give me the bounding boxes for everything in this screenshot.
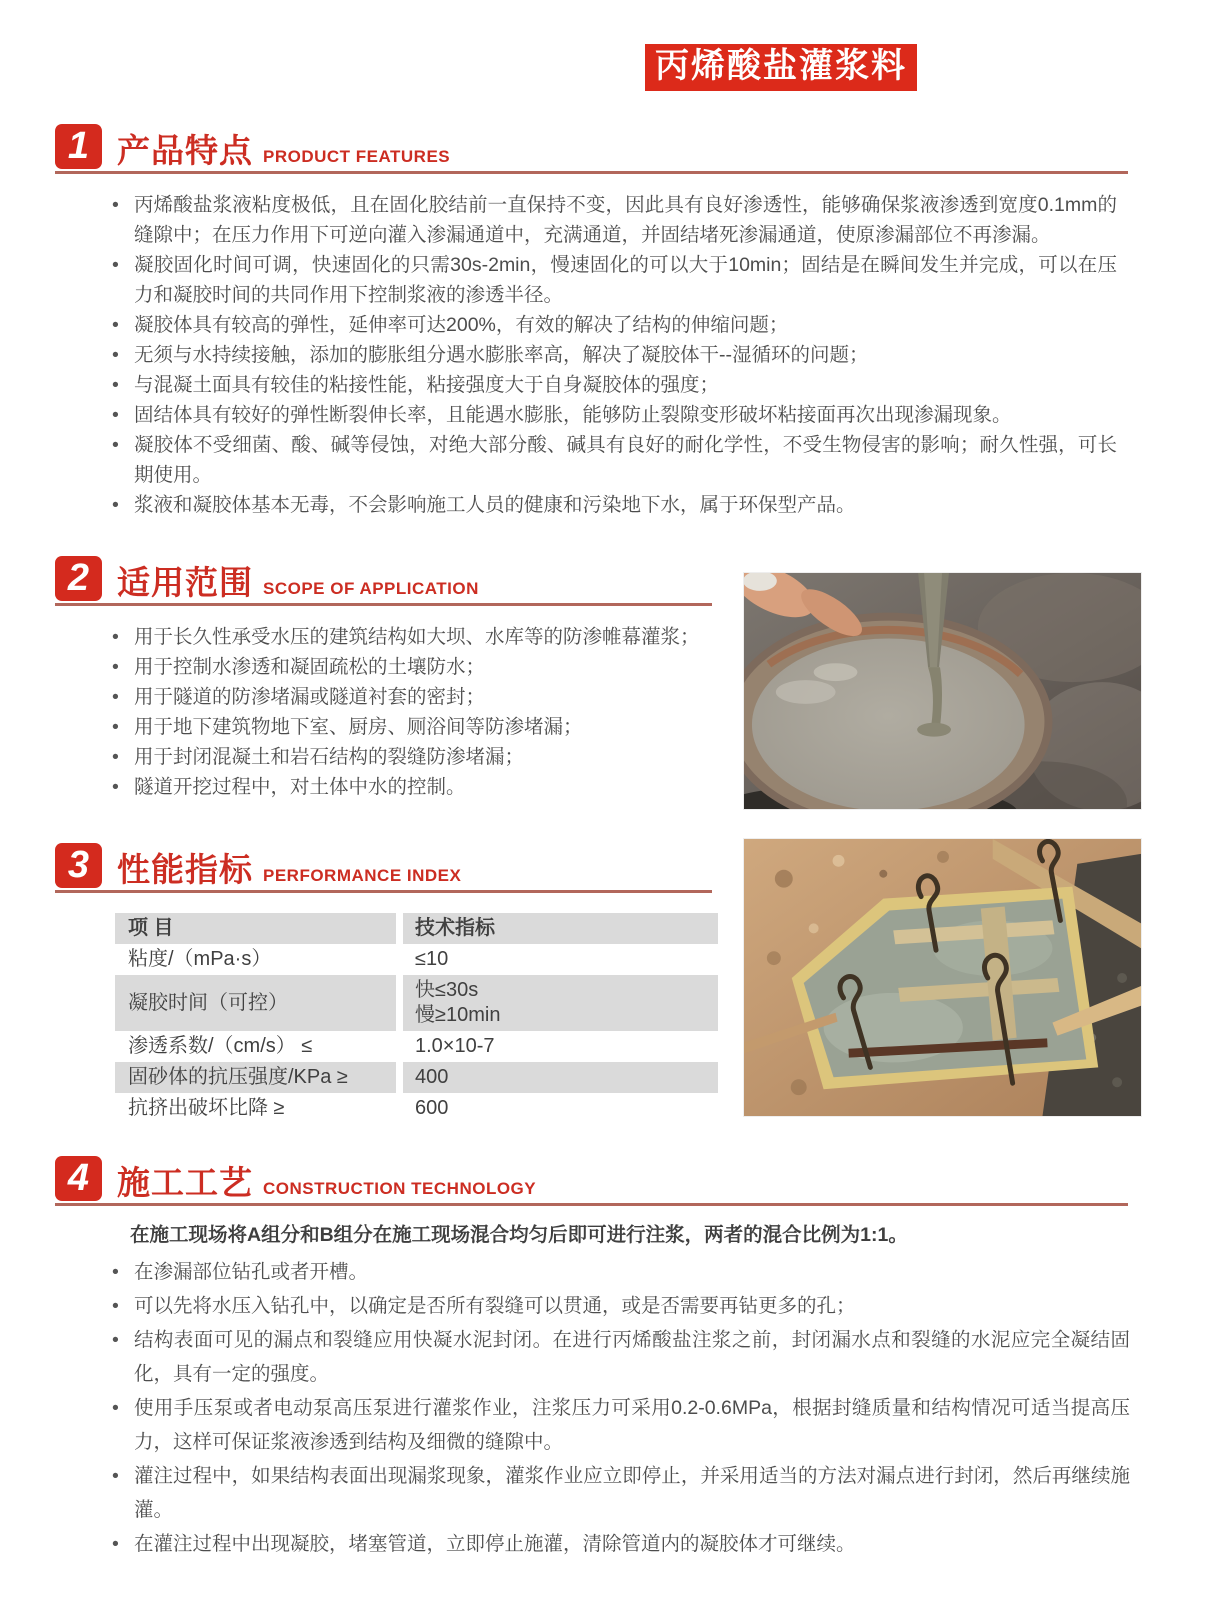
table-cell-value	[403, 975, 718, 1031]
formwork-illustration	[744, 839, 1141, 1116]
table-cell-item: 凝胶时间（可控）	[115, 975, 396, 1031]
application-item: • 隧道开挖过程中，对土体中水的控制。	[105, 772, 727, 802]
table-row	[115, 944, 718, 975]
product-title-banner: 丙烯酸盐灌浆料	[645, 44, 917, 91]
application-item: • 用于封闭混凝土和岩石结构的裂缝防渗堵漏；	[105, 742, 727, 772]
section-3-header	[55, 843, 712, 893]
procedure-item: • 在渗漏部位钻孔或者开槽。	[105, 1255, 1130, 1289]
application-item: • 用于控制水渗透和凝固疏松的土壤防水；	[105, 652, 727, 682]
table-cell-value: 600	[415, 1097, 449, 1119]
application-item: • 用于地下建筑物地下室、厨房、厕浴间等防渗堵漏；	[105, 712, 727, 742]
table-row	[115, 1093, 718, 1124]
performance-index-table	[115, 913, 718, 1124]
application-item: • 用于隧道的防渗堵漏或隧道衬套的密封；	[105, 682, 727, 712]
section-4-header	[55, 1156, 1128, 1206]
table-cell-item: 固砂体的抗压强度/KPa ≥	[115, 1062, 396, 1093]
section-3-title: 性能指标	[117, 851, 253, 889]
table-cell-value: 400	[403, 1062, 718, 1093]
feature-item: • 凝胶体具有较高的弹性，延伸率可达200%，有效的解决了结构的伸缩问题；	[105, 310, 1117, 340]
section-3-number: 3	[55, 843, 102, 888]
application-item: • 用于长久性承受水压的建筑结构如大坝、水库等的防渗帷幕灌浆；	[105, 622, 727, 652]
table-row	[115, 1031, 718, 1062]
table-cell-item: 抗挤出破坏比降 ≥	[128, 1097, 285, 1119]
procedure-item: • 可以先将水压入钻孔中，以确定是否所有裂缝可以贯通，或是否需要再钻更多的孔；	[105, 1289, 1130, 1323]
gel-time-fast: 快≤30s	[415, 979, 479, 1001]
grout-mixing-photo	[743, 572, 1142, 810]
section-2-subtitle: SCOPE OF APPLICATION	[263, 579, 479, 598]
feature-item: • 凝胶固化时间可调，快速固化的只需30s-2min，慢速固化的可以大于10min；固结是在瞬间发生并完成，可以在压力和凝胶时间的共同作用下控制浆液的渗透半径。	[105, 250, 1117, 310]
section-4-title: 施工工艺	[117, 1164, 253, 1202]
section-1-number: 1	[55, 124, 102, 169]
feature-item: • 固结体具有较好的弹性断裂伸长率，且能遇水膨胀，能够防止裂隙变形破坏粘接面再次出现渗漏现象。	[105, 400, 1117, 430]
scope-of-application-list	[105, 622, 727, 802]
section-2-header	[55, 556, 712, 606]
feature-item: • 丙烯酸盐浆液粘度极低，且在固化胶结前一直保持不变，因此具有良好渗透性，能够确保浆液渗透到宽度0.1mm的缝隙中；在压力作用下可逆向灌入渗漏通道中，充满通道，并固结堵死渗漏通道，使原渗漏部位不再渗漏。	[105, 190, 1117, 250]
section-4-subtitle: CONSTRUCTION TECHNOLOGY	[263, 1179, 537, 1198]
section-1-header	[55, 124, 1128, 174]
section-2-title: 适用范围	[117, 564, 253, 602]
feature-item: • 与混凝土面具有较佳的粘接性能，粘接强度大于自身凝胶体的强度；	[105, 370, 1117, 400]
section-1-title: 产品特点	[117, 132, 253, 170]
table-cell-item: 粘度/（mPa·s）	[128, 948, 272, 970]
section-1-subtitle: PRODUCT FEATURES	[263, 147, 451, 166]
table-row	[115, 1062, 718, 1093]
feature-item: • 凝胶体不受细菌、酸、碱等侵蚀，对绝大部分酸、碱具有良好的耐化学性，不受生物侵害的影响；耐久性强，可长期使用。	[105, 430, 1117, 490]
table-cell-value: 1.0×10-7	[415, 1035, 495, 1057]
construction-steps-list	[105, 1255, 1130, 1561]
grout-mixing-illustration	[744, 573, 1141, 809]
section-3-subtitle: PERFORMANCE INDEX	[263, 866, 462, 885]
gel-time-slow: 慢≥10min	[415, 1004, 501, 1026]
procedure-item: • 结构表面可见的漏点和裂缝应用快凝水泥封闭。在进行丙烯酸盐注浆之前，封闭漏水点和裂缝的水泥应完全凝结固化，具有一定的强度。	[105, 1323, 1130, 1391]
table-cell-item: 渗透系数/（cm/s） ≤	[128, 1035, 313, 1057]
table-header-item: 项 目	[115, 913, 396, 944]
procedure-item: • 使用手压泵或者电动泵高压泵进行灌浆作业，注浆压力可采用0.2-0.6MPa，根据封缝质量和结构情况可适当提高压力，这样可保证浆液渗透到结构及细微的缝隙中。	[105, 1391, 1130, 1459]
procedure-item: • 灌注过程中，如果结构表面出现漏浆现象，灌浆作业应立即停止，并采用适当的方法对漏点进行封闭，然后再继续施灌。	[105, 1459, 1130, 1527]
table-header-value: 技术指标	[403, 913, 718, 944]
table-header-row	[115, 913, 718, 944]
product-features-list	[105, 190, 1117, 520]
section-2-number: 2	[55, 556, 102, 601]
table-cell-value: ≤10	[415, 948, 449, 970]
procedure-item: • 在灌注过程中出现凝胶，堵塞管道，立即停止施灌，清除管道内的凝胶体才可继续。	[105, 1527, 1130, 1561]
concrete-formwork-photo	[743, 838, 1142, 1117]
section-4-number: 4	[55, 1156, 102, 1201]
feature-item: • 无须与水持续接触，添加的膨胀组分遇水膨胀率高，解决了凝胶体干--湿循环的问题；	[105, 340, 1117, 370]
construction-intro: 在施工现场将A组分和B组分在施工现场混合均匀后即可进行注浆，两者的混合比例为1:1。	[130, 1224, 908, 1246]
feature-item: • 浆液和凝胶体基本无毒，不会影响施工人员的健康和污染地下水，属于环保型产品。	[105, 490, 1117, 520]
table-row	[115, 975, 718, 1031]
